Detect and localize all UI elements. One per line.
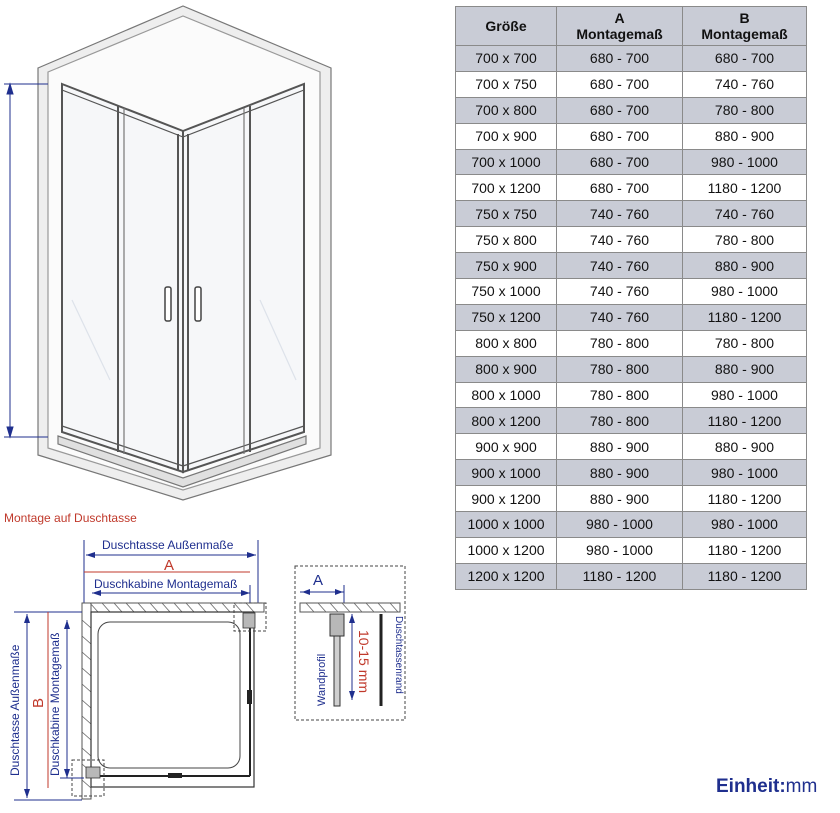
montage-title: Montage auf Duschtasse [4,511,137,525]
cell-size: 800 x 1000 [456,382,557,408]
cell-b: 980 - 1000 [683,460,807,486]
table-row [456,97,807,123]
cell-a: 740 - 760 [557,279,683,305]
cell-size: 900 x 900 [456,434,557,460]
table-row [456,227,807,253]
table-row [456,201,807,227]
cell-a: 880 - 900 [557,486,683,512]
cell-b: 740 - 760 [683,201,807,227]
cell-a: 880 - 900 [557,434,683,460]
cell-size: 800 x 800 [456,330,557,356]
cell-size: 1200 x 1200 [456,563,557,589]
header-size [456,7,557,46]
cell-size: 900 x 1000 [456,460,557,486]
cell-a: 780 - 800 [557,408,683,434]
cell-a: 980 - 1000 [557,512,683,538]
cell-b: 880 - 900 [683,123,807,149]
cell-b: 880 - 900 [683,434,807,460]
cell-a: 780 - 800 [557,382,683,408]
table-header-row [456,7,807,46]
cell-size: 750 x 1200 [456,304,557,330]
cell-size: 750 x 1000 [456,279,557,305]
cell-size: 750 x 800 [456,227,557,253]
table-row [456,175,807,201]
cell-b: 980 - 1000 [683,382,807,408]
cell-a: 740 - 760 [557,253,683,279]
cell-size: 800 x 1200 [456,408,557,434]
cell-b: 1180 - 1200 [683,175,807,201]
cell-a: 880 - 900 [557,460,683,486]
cabin-mount-label-vertical: Duschkabine Montagemaß [48,632,62,776]
cell-a: 680 - 700 [557,97,683,123]
cell-b: 980 - 1000 [683,149,807,175]
header-size-label: Größe [485,18,527,34]
cell-b: 1180 - 1200 [683,563,807,589]
cell-b: 740 - 760 [683,71,807,97]
cell-b: 1180 - 1200 [683,304,807,330]
cell-a: 780 - 800 [557,330,683,356]
table-row [456,149,807,175]
table-row [456,304,807,330]
detail-letter-a: A [313,572,324,589]
cell-b: 680 - 700 [683,46,807,72]
table-row [456,46,807,72]
unit-label-text: Einheit: [716,776,786,797]
cell-a: 680 - 700 [557,149,683,175]
cell-a: 980 - 1000 [557,537,683,563]
header-a-letter: A [614,10,625,26]
cell-size: 700 x 700 [456,46,557,72]
tray-edge-label: Duschtassenrand [393,616,404,694]
cell-b: 1180 - 1200 [683,408,807,434]
cell-size: 700 x 1200 [456,175,557,201]
table-body [456,46,807,590]
cell-size: 700 x 800 [456,97,557,123]
cell-a: 780 - 800 [557,356,683,382]
table-row [456,537,807,563]
cell-b: 1180 - 1200 [683,486,807,512]
cell-a: 680 - 700 [557,123,683,149]
table-row [456,486,807,512]
cell-a: 740 - 760 [557,201,683,227]
unit-label [716,776,817,798]
table-row [456,408,807,434]
header-a [557,7,683,46]
cell-size: 700 x 900 [456,123,557,149]
cell-b: 780 - 800 [683,97,807,123]
cell-b: 980 - 1000 [683,279,807,305]
wall-profile-label: Wandprofil [316,653,328,706]
header-a-label: Montagemaß [576,26,663,42]
header-b [683,7,807,46]
cell-size: 900 x 1200 [456,486,557,512]
unit-value: mm [785,776,818,797]
size-table [455,6,807,590]
cell-b: 880 - 900 [683,356,807,382]
cell-b: 880 - 900 [683,253,807,279]
cell-a: 1180 - 1200 [557,563,683,589]
table-row [456,460,807,486]
tray-outer-label-vertical: Duschtasse Außenmaße [8,644,22,776]
plan-letter-b: B [30,697,47,708]
cell-a: 680 - 700 [557,175,683,201]
cell-b: 780 - 800 [683,227,807,253]
table-row [456,123,807,149]
table-row [456,356,807,382]
cell-b: 780 - 800 [683,330,807,356]
table-row [456,382,807,408]
header-b-letter: B [739,10,750,26]
cell-a: 680 - 700 [557,71,683,97]
table-row [456,279,807,305]
cell-size: 750 x 750 [456,201,557,227]
cabin-mount-label: Duschkabine Montagemaß [94,577,238,591]
cell-size: 700 x 1000 [456,149,557,175]
height-dimension-label [0,283,1,323]
cell-size: 1000 x 1000 [456,512,557,538]
table-row [456,71,807,97]
cell-a: 740 - 760 [557,304,683,330]
table-row [456,330,807,356]
table-row [456,512,807,538]
cell-a: 680 - 700 [557,46,683,72]
cell-size: 750 x 900 [456,253,557,279]
cell-size: 1000 x 1200 [456,537,557,563]
plan-letter-a: A [164,557,175,574]
tray-outer-label: Duschtasse Außenmaße [102,538,234,552]
cell-b: 1180 - 1200 [683,537,807,563]
table-row [456,563,807,589]
cell-a: 740 - 760 [557,227,683,253]
cell-size: 700 x 750 [456,71,557,97]
header-b-label: Montagemaß [701,26,788,42]
cell-size: 800 x 900 [456,356,557,382]
table-row [456,253,807,279]
table-row [456,434,807,460]
shower-enclosure-illustration [38,6,331,500]
detail-view [295,566,405,720]
detail-gap-label: 10-15 mm [356,630,372,694]
cell-b: 980 - 1000 [683,512,807,538]
